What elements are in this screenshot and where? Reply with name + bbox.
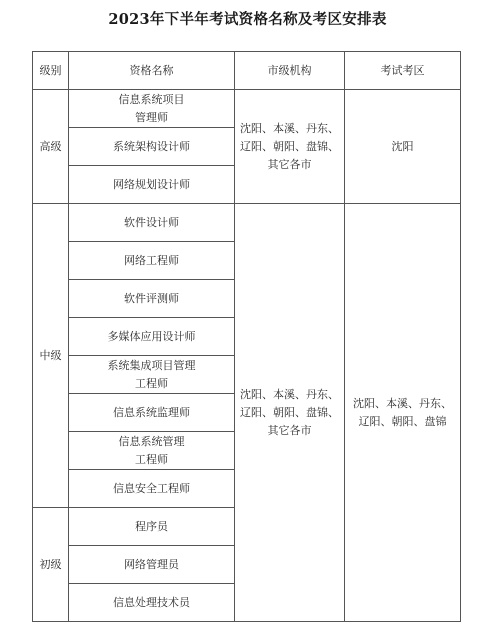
qualification-cell: 网络管理员: [69, 546, 235, 584]
qualification-cell: 信息系统监理师: [69, 394, 235, 432]
qualification-cell: 信息系统项目 管理师: [69, 90, 235, 128]
qualification-cell: 网络规划设计师: [69, 166, 235, 204]
city-org-cell-senior: 沈阳、本溪、丹东、 辽阳、朝阳、盘锦、 其它各市: [235, 90, 345, 204]
exam-schedule-table: [32, 51, 461, 622]
exam-area-cell-senior: 沈阳: [345, 90, 461, 204]
exam-area-cell-intermediate: 沈阳、本溪、丹东、 辽阳、朝阳、盘锦: [345, 204, 461, 622]
qualification-cell: 软件设计师: [69, 204, 235, 242]
table-row: [33, 90, 461, 128]
header-qualification: 资格名称: [69, 52, 235, 90]
qualification-cell: 系统集成项目管理 工程师: [69, 356, 235, 394]
qualification-cell: 多媒体应用设计师: [69, 318, 235, 356]
level-cell-intermediate: 中级: [33, 204, 69, 508]
qualification-cell: 软件评测师: [69, 280, 235, 318]
header-city-org: 市级机构: [235, 52, 345, 90]
city-org-cell-intermediate: 沈阳、本溪、丹东、 辽阳、朝阳、盘锦、 其它各市: [235, 204, 345, 622]
header-level: 级别: [33, 52, 69, 90]
table-row: [33, 204, 461, 242]
qualification-cell: 信息处理技术员: [69, 584, 235, 622]
qualification-cell: 信息系统管理 工程师: [69, 432, 235, 470]
level-cell-senior: 高级: [33, 90, 69, 204]
qualification-cell: 网络工程师: [69, 242, 235, 280]
table-header-row: [33, 52, 461, 90]
page-title: 2023年下半年考试资格名称及考区安排表: [108, 11, 387, 28]
qualification-cell: 系统架构设计师: [69, 128, 235, 166]
header-exam-area: 考试考区: [345, 52, 461, 90]
qualification-cell: 信息安全工程师: [69, 470, 235, 508]
level-cell-junior: 初级: [33, 508, 69, 622]
qualification-cell: 程序员: [69, 508, 235, 546]
